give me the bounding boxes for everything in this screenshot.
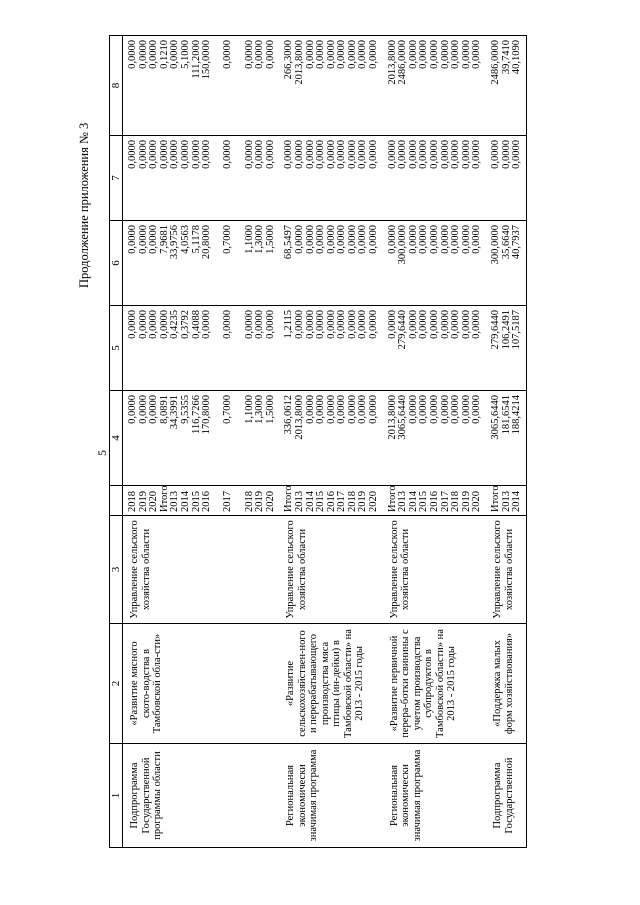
value-cell xyxy=(234,310,245,390)
value-cell: 0,0000 xyxy=(254,310,266,339)
value-cell xyxy=(234,395,245,485)
year-cell: 2016 xyxy=(201,491,213,512)
value-cell: 0,0000 xyxy=(418,310,430,339)
value-cell: 68,5497 xyxy=(283,225,295,260)
value-cell: 0,0000 xyxy=(386,310,398,339)
col-header-1: 1 xyxy=(110,744,123,848)
program-type: Подпрограмма Государственной программы области xyxy=(123,744,280,848)
value-cell: 0,1210 xyxy=(158,40,170,69)
value-cell: 1,3000 xyxy=(254,395,266,424)
value-cell: 0,0000 xyxy=(137,395,149,424)
value-cell: 0,0000 xyxy=(201,140,213,169)
value-cell: 0,0000 xyxy=(243,140,255,169)
value-cell: 150,0000 xyxy=(201,40,213,80)
value-cell: 0,0000 xyxy=(346,225,358,254)
program-name: «Развитие первичной перера-ботки свинины с учетом производства субпродуктов в Тамбовской области» на 2013 - 2015 годы xyxy=(383,624,486,744)
value-cell: 0,0000 xyxy=(304,140,316,169)
year-cell: 2015 xyxy=(315,491,327,512)
value-cell: 0,0000 xyxy=(346,310,358,339)
value-cell: 0,0000 xyxy=(158,310,170,339)
continuation-title: Продолжение приложения № 3 xyxy=(77,122,91,288)
value-cell: 35,6640 xyxy=(500,225,512,260)
value-cell: 0,0000 xyxy=(148,225,160,254)
value-cell: 1,5000 xyxy=(264,395,276,424)
col-header-3: 3 xyxy=(110,516,123,624)
year-cell: 2014 xyxy=(407,491,419,512)
year-cell: 2016 xyxy=(429,491,441,512)
value-cell: 0,0000 xyxy=(357,140,369,169)
value-cell: 0,0000 xyxy=(201,310,213,339)
value-cell: 336,0612 xyxy=(283,395,295,435)
value-cell: 0,0000 xyxy=(460,395,472,424)
value-cell: 0,0000 xyxy=(460,40,472,69)
value-column-7 xyxy=(123,136,280,221)
value-cell: 300,0000 xyxy=(490,225,501,265)
value-cell: 0,0000 xyxy=(357,40,369,69)
value-cell: 0,7000 xyxy=(222,225,234,254)
value-cell: 0,0000 xyxy=(304,310,316,339)
value-cell: 5,1000 xyxy=(179,40,191,69)
value-cell xyxy=(234,225,245,305)
value-cell: 0,0000 xyxy=(407,395,419,424)
value-cell: 2013,8000 xyxy=(293,395,305,440)
value-cell: 4,0563 xyxy=(179,225,191,254)
value-cell: 0,0000 xyxy=(293,310,305,339)
value-cell: 0,0000 xyxy=(222,40,234,69)
value-cell: 0,0000 xyxy=(264,40,276,69)
value-cell: 0,0000 xyxy=(418,225,430,254)
value-column-4 xyxy=(383,391,486,486)
value-column-7 xyxy=(486,136,526,221)
value-cell: 0,4235 xyxy=(169,310,181,339)
value-cell: 0,0000 xyxy=(293,225,305,254)
value-cell: 1,1000 xyxy=(243,395,255,424)
col-header-6: 6 xyxy=(110,221,123,306)
value-cell: 0,0000 xyxy=(500,140,512,169)
value-cell: 0,0000 xyxy=(357,225,369,254)
value-column-8 xyxy=(486,36,526,136)
col-header-7: 7 xyxy=(110,136,123,221)
col-header-year xyxy=(110,486,123,516)
value-cell: 0,0000 xyxy=(407,140,419,169)
value-cell: 3065,6440 xyxy=(490,395,501,440)
value-cell: 0,0000 xyxy=(460,310,472,339)
value-cell: 0,0000 xyxy=(357,395,369,424)
value-cell: 0,0000 xyxy=(315,395,327,424)
value-cell: 0,0000 xyxy=(169,40,181,69)
year-cell: 2020 xyxy=(148,491,160,512)
value-cell: 34,3991 xyxy=(169,395,181,430)
value-cell: 106,2491 xyxy=(500,310,512,350)
program-type: Региональная экономически значимая программа xyxy=(383,744,486,848)
value-cell: 0,0000 xyxy=(418,140,430,169)
year-cell: 2017 xyxy=(222,491,234,512)
value-cell: 0,0000 xyxy=(386,225,398,254)
value-cell: 0,0000 xyxy=(346,40,358,69)
value-cell: 3065,6440 xyxy=(397,395,409,440)
year-cell: 2017 xyxy=(336,491,348,512)
value-cell: 266,3000 xyxy=(283,40,295,80)
value-cell: 279,6440 xyxy=(490,310,501,350)
program-name: «Поддержка малых форм хозяйствования» xyxy=(486,624,526,744)
value-cell: 0,0000 xyxy=(315,310,327,339)
value-cell: 0,3792 xyxy=(179,310,191,339)
value-cell: 1,3000 xyxy=(254,225,266,254)
year-cell: 2014 xyxy=(304,491,316,512)
value-cell: 0,0000 xyxy=(148,140,160,169)
year-cell: Итого xyxy=(386,485,398,512)
value-cell: 0,0000 xyxy=(490,140,501,169)
year-column xyxy=(486,486,526,516)
value-cell: 107,5187 xyxy=(511,310,523,350)
value-cell: 0,0000 xyxy=(179,140,191,169)
value-cell: 0,0000 xyxy=(439,40,451,69)
year-cell: 2018 xyxy=(450,491,462,512)
value-cell: 20,8000 xyxy=(201,225,213,260)
year-cell: Итого xyxy=(490,485,501,512)
value-cell: 0,0000 xyxy=(127,310,138,339)
rotated-page-content xyxy=(77,36,635,848)
value-column-6 xyxy=(383,221,486,306)
value-cell: 1,5000 xyxy=(264,225,276,254)
value-column-5 xyxy=(123,306,280,391)
value-cell: 0,0000 xyxy=(336,40,348,69)
value-column-8 xyxy=(383,36,486,136)
value-cell: 0,0000 xyxy=(368,140,380,169)
value-cell: 0,0000 xyxy=(429,395,441,424)
value-column-8 xyxy=(279,36,382,136)
value-cell: 0,0000 xyxy=(471,395,483,424)
value-cell: 0,0000 xyxy=(325,40,337,69)
value-cell: 0,0000 xyxy=(346,140,358,169)
value-cell: 33,9756 xyxy=(169,225,181,260)
year-column xyxy=(279,486,382,516)
value-cell: 0,0000 xyxy=(471,40,483,69)
value-cell: 0,0000 xyxy=(357,310,369,339)
value-cell: 0,0000 xyxy=(137,40,149,69)
value-cell: 0,0000 xyxy=(368,395,380,424)
value-cell: 0,0000 xyxy=(264,310,276,339)
value-cell: 0,0000 xyxy=(127,225,138,254)
value-cell: 0,0000 xyxy=(418,395,430,424)
col-header-2: 2 xyxy=(110,624,123,744)
value-cell: 0,0000 xyxy=(127,395,138,424)
value-cell: 0,0000 xyxy=(439,140,451,169)
value-cell: 0,0000 xyxy=(254,40,266,69)
value-cell: 188,4214 xyxy=(511,395,523,435)
value-column-6 xyxy=(279,221,382,306)
column-number-row xyxy=(110,36,123,848)
year-cell: 2019 xyxy=(357,491,369,512)
value-cell: 0,0000 xyxy=(336,140,348,169)
value-column-4 xyxy=(279,391,382,486)
value-cell: 0,0000 xyxy=(315,140,327,169)
value-cell: 0,0000 xyxy=(471,140,483,169)
value-column-7 xyxy=(279,136,382,221)
budget-table xyxy=(109,35,527,848)
value-cell: 0,0000 xyxy=(315,225,327,254)
value-cell: 0,0000 xyxy=(450,40,462,69)
responsible-executor: Управление сельского хозяйства области xyxy=(279,516,382,624)
value-cell: 0,0000 xyxy=(511,140,523,169)
value-cell: 0,0000 xyxy=(439,395,451,424)
value-cell: 0,0000 xyxy=(429,40,441,69)
year-cell: 2018 xyxy=(127,491,138,512)
value-cell: 2486,0000 xyxy=(397,40,409,85)
table-row xyxy=(486,36,526,848)
value-cell: 0,0000 xyxy=(190,140,202,169)
value-cell: 0,0000 xyxy=(243,40,255,69)
value-cell: 279,6440 xyxy=(397,310,409,350)
value-cell: 0,0000 xyxy=(346,395,358,424)
value-cell: 40,1090 xyxy=(511,40,523,75)
value-cell: 1,2115 xyxy=(283,310,295,339)
year-cell: 2020 xyxy=(368,491,380,512)
year-cell xyxy=(234,490,245,512)
value-column-5 xyxy=(383,306,486,391)
value-column-7 xyxy=(383,136,486,221)
value-cell: 170,8000 xyxy=(201,395,213,435)
value-cell: 0,7000 xyxy=(222,395,234,424)
year-cell: 2016 xyxy=(325,491,337,512)
value-column-6 xyxy=(486,221,526,306)
value-cell: 0,0000 xyxy=(336,310,348,339)
value-cell: 0,0000 xyxy=(283,140,295,169)
table-row xyxy=(279,36,382,848)
value-cell: 1,1000 xyxy=(243,225,255,254)
value-cell: 0,0000 xyxy=(429,140,441,169)
value-cell: 0,0000 xyxy=(450,310,462,339)
year-cell: 2013 xyxy=(169,491,181,512)
year-cell: 2014 xyxy=(511,491,523,512)
value-cell: 0,0000 xyxy=(137,140,149,169)
value-cell: 0,0000 xyxy=(368,40,380,69)
value-cell: 0,0000 xyxy=(429,225,441,254)
value-cell: 0,0000 xyxy=(304,395,316,424)
year-column xyxy=(123,486,280,516)
value-cell: 0,0000 xyxy=(264,140,276,169)
value-cell: 0,0000 xyxy=(169,140,181,169)
value-cell: 0,0000 xyxy=(407,40,419,69)
value-cell: 0,0000 xyxy=(460,140,472,169)
year-cell: 2019 xyxy=(460,491,472,512)
value-cell: 0,0000 xyxy=(158,140,170,169)
value-cell: 9,5355 xyxy=(179,395,191,424)
value-column-6 xyxy=(123,221,280,306)
col-header-5: 5 xyxy=(110,306,123,391)
year-cell: Итого xyxy=(283,485,295,512)
value-cell: 0,0000 xyxy=(127,140,138,169)
value-cell: 0,0000 xyxy=(148,395,160,424)
value-cell: 0,0000 xyxy=(450,225,462,254)
value-cell: 111,2000 xyxy=(190,40,202,79)
value-cell xyxy=(234,40,245,135)
value-cell: 2486,0000 xyxy=(490,40,501,85)
value-cell: 2013,8000 xyxy=(386,40,398,85)
value-cell: 0,0000 xyxy=(325,225,337,254)
value-cell: 8,0891 xyxy=(158,395,170,424)
value-cell: 0,0000 xyxy=(460,225,472,254)
year-cell: 2017 xyxy=(439,491,451,512)
value-cell: 0,0000 xyxy=(137,225,149,254)
year-cell: 2015 xyxy=(190,491,202,512)
value-cell: 0,0000 xyxy=(450,140,462,169)
program-type: Подпрограмма Государственной xyxy=(486,744,526,848)
year-cell: 2020 xyxy=(471,491,483,512)
value-cell: 0,0000 xyxy=(325,310,337,339)
value-cell: 0,0000 xyxy=(368,310,380,339)
value-cell: 0,0000 xyxy=(148,310,160,339)
value-cell: 0,0000 xyxy=(336,395,348,424)
year-column xyxy=(383,486,486,516)
value-cell: 0,0000 xyxy=(471,310,483,339)
value-cell xyxy=(234,140,245,220)
program-name: «Развитие сельскохозяйствен-ного и перерабатывающего производства мяса птицы (ин-дейки) в Тамбовской области» на 2013 - 2015 годы xyxy=(279,624,382,744)
value-cell: 0,0000 xyxy=(325,395,337,424)
value-cell: 0,0000 xyxy=(418,40,430,69)
value-cell: 0,0000 xyxy=(439,310,451,339)
value-cell: 0,0000 xyxy=(407,225,419,254)
responsible-executor: Управление сельского хозяйства области xyxy=(486,516,526,624)
value-cell: 2013,8000 xyxy=(386,395,398,440)
value-cell: 181,6541 xyxy=(500,395,512,435)
year-cell: 2019 xyxy=(254,491,266,512)
value-cell: 0,0000 xyxy=(137,310,149,339)
value-cell: 7,9681 xyxy=(158,225,170,254)
table-row xyxy=(123,36,280,848)
year-cell: 2015 xyxy=(418,491,430,512)
value-cell: 0,0000 xyxy=(243,310,255,339)
value-cell: 0,0000 xyxy=(450,395,462,424)
page-number: 5 xyxy=(95,450,109,456)
value-cell: 0,0000 xyxy=(315,40,327,69)
responsible-executor: Управление сельского хозяйства области xyxy=(123,516,280,624)
value-cell: 0,0000 xyxy=(254,140,266,169)
col-header-8: 8 xyxy=(110,36,123,136)
value-cell: 0,0000 xyxy=(293,140,305,169)
year-cell: 2020 xyxy=(264,491,276,512)
value-column-8 xyxy=(123,36,280,136)
responsible-executor: Управление сельского хозяйства области xyxy=(383,516,486,624)
value-cell: 0,0000 xyxy=(471,225,483,254)
value-cell: 116,7266 xyxy=(190,395,202,434)
value-cell: 0,0000 xyxy=(336,225,348,254)
value-cell: 5,1178 xyxy=(190,225,202,254)
value-cell: 0,0000 xyxy=(397,140,409,169)
value-column-5 xyxy=(486,306,526,391)
table-row xyxy=(383,36,486,848)
year-cell: 2014 xyxy=(179,491,191,512)
value-cell: 0,0000 xyxy=(304,40,316,69)
value-cell: 0,0000 xyxy=(148,40,160,69)
value-cell: 0,0000 xyxy=(304,225,316,254)
year-cell: 2013 xyxy=(500,491,512,512)
year-cell: 2018 xyxy=(243,491,255,512)
value-cell: 300,0000 xyxy=(397,225,409,265)
value-cell: 0,0000 xyxy=(386,140,398,169)
value-cell: 0,0000 xyxy=(407,310,419,339)
value-cell: 0,4088 xyxy=(190,310,202,339)
value-cell: 0,0000 xyxy=(222,140,234,169)
value-cell: 0,0000 xyxy=(439,225,451,254)
value-cell: 40,7937 xyxy=(511,225,523,260)
value-column-4 xyxy=(123,391,280,486)
value-column-5 xyxy=(279,306,382,391)
year-cell: 2018 xyxy=(346,491,358,512)
value-cell: 0,0000 xyxy=(368,225,380,254)
program-type: Региональная экономически значимая программа xyxy=(279,744,382,848)
value-cell: 0,0000 xyxy=(429,310,441,339)
program-name: «Развитие мясного ското-водства в Тамбовской обла-сти» xyxy=(123,624,280,744)
value-cell: 0,0000 xyxy=(127,40,138,69)
value-cell: 0,0000 xyxy=(222,310,234,339)
value-cell: 0,0000 xyxy=(325,140,337,169)
value-cell: 39,7410 xyxy=(500,40,512,75)
year-cell: 2013 xyxy=(397,491,409,512)
value-column-4 xyxy=(486,391,526,486)
year-cell: Итого xyxy=(158,485,170,512)
value-cell: 2013,8000 xyxy=(293,40,305,85)
year-cell: 2019 xyxy=(137,491,149,512)
col-header-4: 4 xyxy=(110,391,123,486)
year-cell: 2013 xyxy=(293,491,305,512)
